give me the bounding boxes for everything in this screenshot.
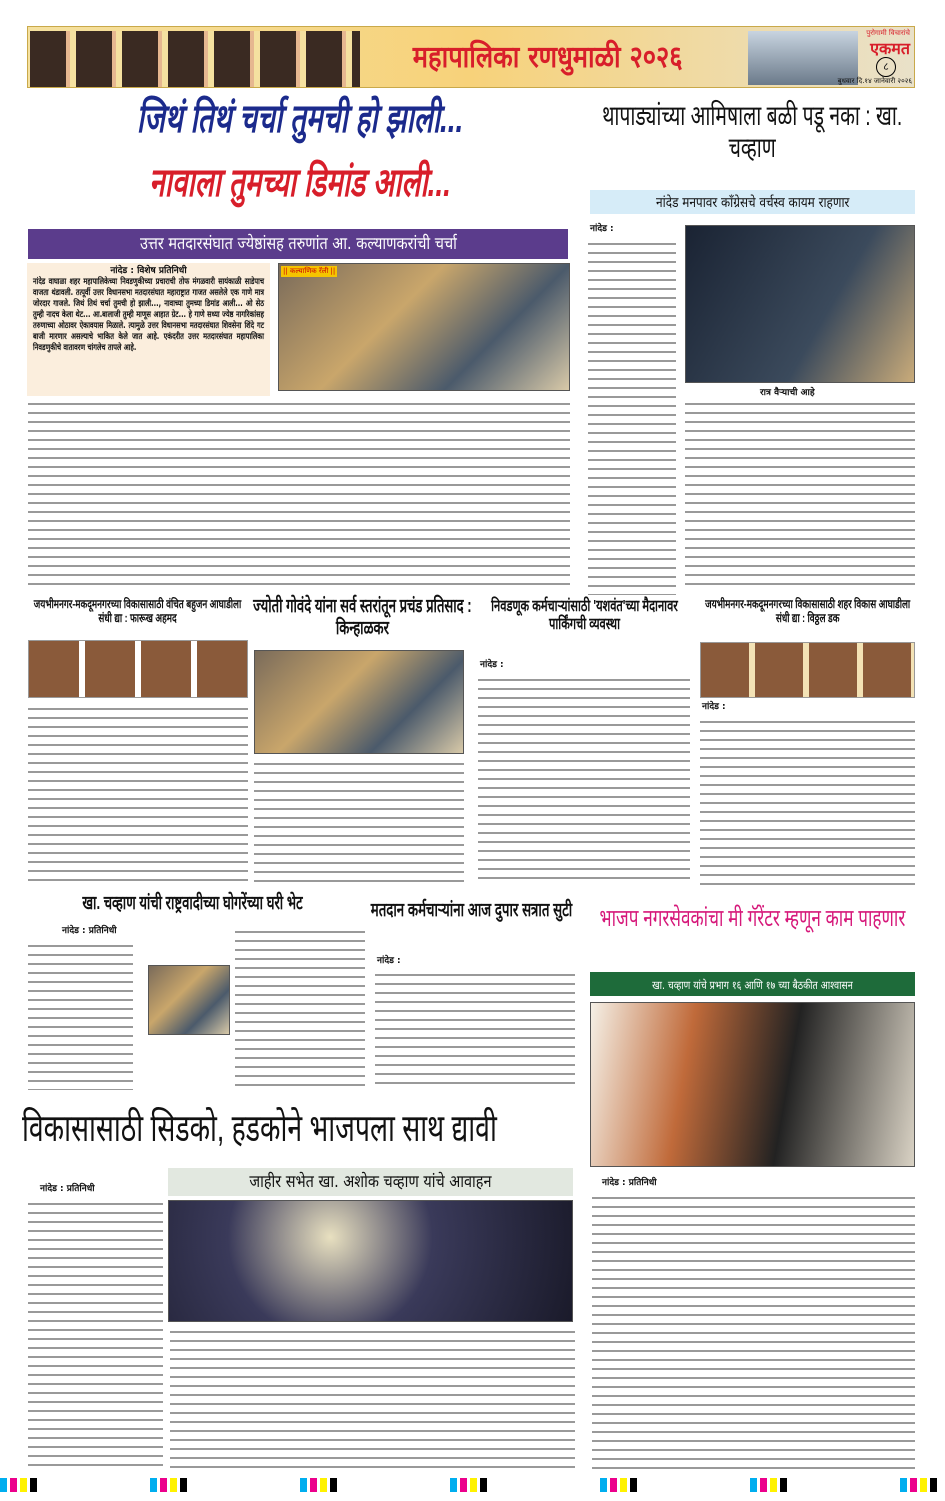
sutti-byline: नांदेड :: [377, 956, 401, 966]
lead-body-text: [28, 400, 570, 585]
chavan-banner: नांदेड मनपावर काँग्रेसचे वर्चस्व कायम राहणार: [655, 195, 850, 211]
lead-byline: नांदेड : विशेष प्रतिनिधी: [110, 266, 187, 276]
lead-banner: उत्तर मतदारसंघात ज्येष्ठांसह तरुणांत आ. कल्याणकरांची चर्चा: [139, 234, 457, 254]
chavan-caption: रात्र वैऱ्याची आहे: [760, 388, 815, 398]
ghogare-text-2: [235, 928, 365, 1090]
chavan-text: [588, 240, 676, 595]
masthead: [27, 26, 915, 88]
story-1-text: [28, 705, 248, 885]
rally-photo: [278, 263, 570, 391]
guarantee-banner: खा. चव्हाण यांचे प्रभाग १६ आणि १७ च्या बैठकीत आश्वासन: [652, 978, 853, 992]
chavan-speech-photo: [685, 225, 915, 383]
ghogare-headline: खा. चव्हाण यांची राष्ट्रवादीच्या घोगरेंच्या घरी भेट: [82, 893, 303, 914]
lead-headline-1: जिथं तिथं चर्चा तुमची हो झाली...: [136, 97, 464, 141]
story-3-text: [478, 676, 690, 885]
candidate-photos-1: [28, 640, 248, 698]
story-2-text: [254, 760, 464, 885]
lead-intro-box: [27, 263, 270, 396]
story-4-headline: जयभीमनगर-मकदूमनगरच्या विकासासाठी शहर विकास आघाडीला संधी द्या : विठ्ठल डक: [705, 597, 911, 625]
cidco-text: [28, 1200, 163, 1473]
cidco-banner-box: [168, 1168, 573, 1196]
print-registration-marks: [0, 1478, 945, 1492]
kinhalkar-photo: [254, 650, 464, 754]
masthead-title: महापालिका रणधुमाळी २०२६: [413, 40, 683, 75]
story-4-byline: नांदेड :: [702, 702, 726, 712]
story-3-byline: नांदेड :: [480, 660, 504, 670]
chavan-headline: थापाड्यांच्या आमिषाला बळी पडू नका : खा. चव्हाण: [602, 100, 903, 164]
issue-date: बुधवार दि.१४ जानेवारी २०२६: [837, 77, 912, 85]
brand-tag: पुरोगामी विचारांचे: [866, 29, 910, 37]
cidco-headline: विकासासाठी सिडको, हडकोने भाजपला साथ द्यावी: [22, 1108, 497, 1150]
photo-tag: || कल्याणिक रॅली ||: [283, 267, 336, 275]
masthead-title-box: [363, 37, 733, 79]
guarantee-banner-box: [590, 972, 915, 996]
cidco-text-2: [170, 1328, 575, 1473]
page-number: ८: [876, 57, 896, 77]
cidco-banner: जाहीर सभेत खा. अशोक चव्हाण यांचे आवाहन: [249, 1172, 492, 1192]
guarantee-text: [592, 1194, 915, 1472]
candidate-photos-4: [700, 642, 915, 698]
story-3-headline: निवडणूक कर्मचाऱ्यांसाठी 'यशवंत'च्या मैदानावर पार्किंगची व्यवस्था: [491, 598, 678, 634]
meeting-photo: [590, 1002, 915, 1167]
lead-banner-box: [28, 229, 568, 259]
cidco-byline: नांदेड : प्रतिनिधी: [40, 1184, 95, 1194]
guarantee-headline: भाजप नगरसेवकांचा मी गॅरेंटर म्हणून काम पाहणार: [599, 905, 906, 932]
politician-portraits: [30, 31, 360, 87]
chavan-banner-box: [590, 190, 915, 214]
brand-logo: एकमत: [870, 39, 910, 58]
ghogare-byline: नांदेड : प्रतिनिधी: [62, 926, 117, 936]
chavan-text-2: [685, 400, 915, 588]
guarantee-byline: नांदेड : प्रतिनिधी: [602, 1178, 657, 1188]
lead-headline-2: नावाला तुमच्या डिमांड आली...: [149, 161, 451, 205]
sutti-text: [375, 971, 575, 1090]
ghogare-photo: [148, 965, 230, 1035]
sutti-headline: मतदान कर्मचाऱ्यांना आज दुपार सत्रात सुटी: [370, 900, 573, 921]
story-1-headline: जयभीमनगर-मकदूमनगरच्या विकासासाठी वंचित बहुजन आघाडीला संधी द्या : फारूख अहमद: [33, 597, 242, 625]
lead-intro: नांदेड वाघाळा शहर महापालिकेच्या निवडणुकीच्या प्रचाराची तोफ मंगळवारी सायंकाळी साडेपाच वाजता थंडावली. तत्पूर्वी उत्तर विधानसभा मतदारसंघात महाराष्ट्रात गाजत असलेले एक गाणे मात्र जोरदार गाजले. जिथं तिथं चर्चा तुमची हो झाली..., नावाच्या तुमच्या डिमांड आली... ओ सेठ तुम्ही नादच केला थेट... आ.बालाजी तुम्ही माणूस आहात ग्रेट... हे गाणे सध्या ज्येष्ठ नागरिकांसह तरुणाच्या ओठावर ऐकावयास मिळाले. त्यामुळे उत्तर विधानसभा मतदारसंघात शिवसेना शिंदे गट बाजी मारणार असल्याचे भाकित केले जात आहे. एकंदरीत उत्तर मतदारसंघात महापालिका निवडणुकीचे वातावरण चांगलेच तापले आहे.: [33, 277, 264, 354]
public-meeting-photo: [168, 1200, 573, 1322]
chavan-byline: नांदेड :: [590, 224, 614, 234]
story-2-headline: ज्योती गोवंदे यांना सर्व स्तरांतून प्रचंड प्रतिसाद : किन्हाळकर: [253, 596, 472, 639]
ghogare-text: [28, 942, 133, 1090]
story-4-text: [700, 718, 915, 885]
